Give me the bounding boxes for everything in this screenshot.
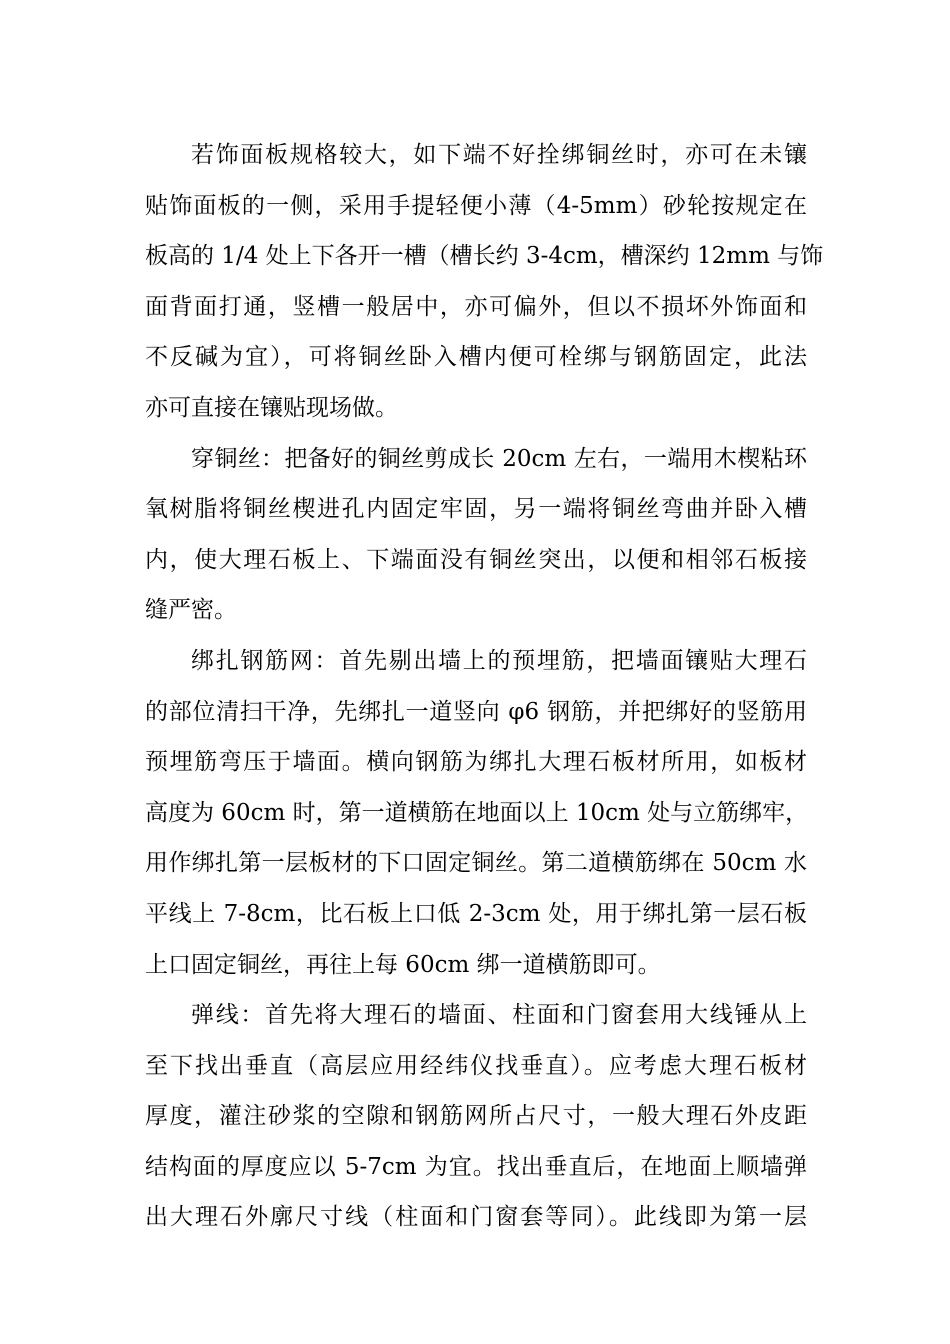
- text-line: 出大理石外廓尺寸线（柱面和门窗套等同）。此线即为第一层: [145, 1204, 807, 1231]
- text-line: 氧树脂将铜丝楔进孔内固定牢固，另一端将铜丝弯曲并卧入槽: [145, 496, 807, 523]
- text-line: 的部位清扫干净，先绑扎一道竖向 φ6 钢筋，并把绑好的竖筋用: [145, 698, 807, 725]
- text-line: 高度为 60cm 时，第一道横筋在地面以上 10cm 处与立筋绑牢，: [145, 799, 809, 826]
- text-line: 用作绑扎第一层板材的下口固定铜丝。第二道横筋绑在 50cm 水: [145, 850, 807, 877]
- text-line: 缝严密。: [145, 597, 237, 624]
- text-line: 厚度，灌注砂浆的空隙和钢筋网所占尺寸，一般大理石外皮距: [145, 1103, 807, 1130]
- text-line: 若饰面板规格较大，如下端不好拴绑铜丝时，亦可在未镶: [191, 142, 807, 168]
- text-line: 不反碱为宜），可将铜丝卧入槽内便可栓绑与钢筋固定，此法: [145, 344, 807, 371]
- text-line: 绑扎钢筋网：首先剔出墙上的预埋筋，把墙面镶贴大理石: [191, 647, 807, 674]
- text-line: 结构面的厚度应以 5-7cm 为宜。找出垂直后，在地面上顺墙弹: [145, 1153, 807, 1180]
- text-line: 穿铜丝：把备好的铜丝剪成长 20cm 左右，一端用木楔粘环: [191, 445, 807, 472]
- paragraph-4: [145, 990, 807, 1243]
- text-line: 弹线：首先将大理石的墙面、柱面和门窗套用大线锤从上: [191, 1002, 807, 1029]
- paragraph-3: [145, 636, 807, 990]
- document-body: [145, 130, 824, 1243]
- text-line: 亦可直接在镶贴现场做。: [145, 394, 398, 421]
- text-line: 板高的 1/4 处上下各开一槽（槽长约 3-4cm，槽深约 12mm 与饰: [145, 243, 824, 270]
- text-line: 至下找出垂直（高层应用经纬仪找垂直）。应考虑大理石板材: [145, 1052, 807, 1079]
- text-line: 预埋筋弯压于墙面。横向钢筋为绑扎大理石板材所用，如板材: [145, 749, 807, 776]
- text-line: 贴饰面板的一侧，采用手提轻便小薄（4-5mm）砂轮按规定在: [145, 192, 807, 219]
- text-line: 平线上 7-8cm，比石板上口低 2-3cm 处，用于绑扎第一层石板: [145, 900, 807, 927]
- text-line: 面背面打通，竖槽一般居中，亦可偏外，但以不损坏外饰面和: [145, 293, 807, 320]
- text-line: 内，使大理石板上、下端面没有铜丝突出，以便和相邻石板接: [145, 546, 807, 573]
- text-line: 上口固定铜丝，再往上每 60cm 绑一道横筋即可。: [145, 951, 661, 978]
- paragraph-1: [145, 130, 824, 434]
- paragraph-2: [145, 434, 807, 636]
